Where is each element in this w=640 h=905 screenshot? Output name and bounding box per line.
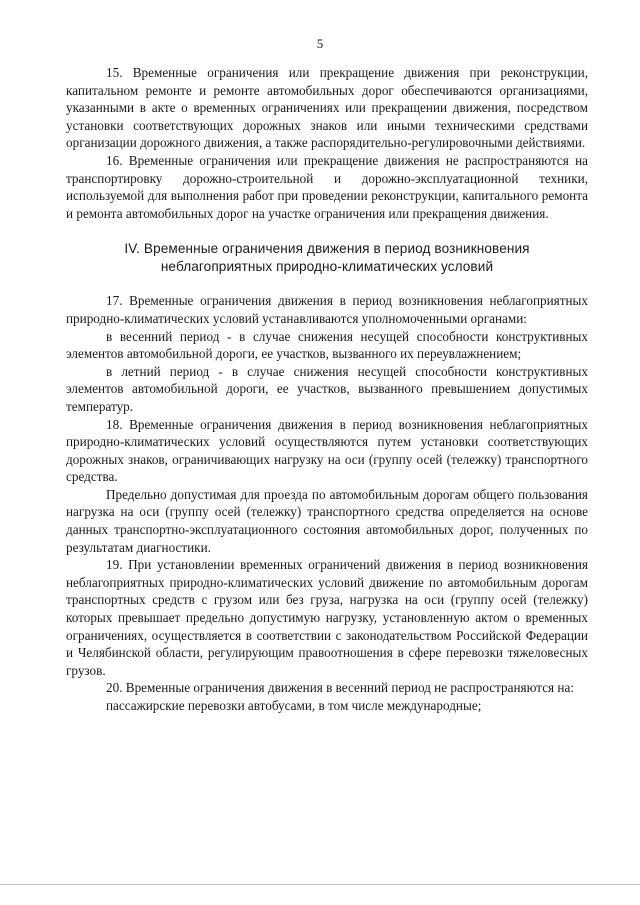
paragraph-17: 17. Временные ограничения движения в период возникновения неблагоприятных природно-климатических условий устанавливаются уполномоченными органами:: [66, 293, 588, 326]
section-heading-iv: [66, 240, 588, 276]
paragraph-20: 20. Временные ограничения движения в весенний период не распространяются на:: [106, 680, 574, 696]
paragraph-17-spring: в весенний период - в случае снижения несущей способности конструктивных элементов автомобильной дороги, ее участков, вызванного их переувлажнением;: [66, 328, 588, 362]
page-bottom-edge: [0, 884, 640, 885]
paragraph-15: 15. Временные ограничения или прекращение движения при реконструкции, капитальном ремонте и ремонте автомобильных дорог обеспечиваются организациями, указанными в акте о временных ограничениях или прекращении движения, посредством установки соответствующих дорожных знаков или иными техническими средствами организации дорожного движения, а также распорядительно-регулировочными действиями.: [66, 65, 588, 151]
section-heading-line-1: IV. Временные ограничения движения в период возникновения: [124, 241, 530, 257]
paragraph-18-limit: Предельно допустимая для проезда по автомобильным дорогам общего пользования нагрузка на оси (группу осей (тележку) транспортного средства определяется на основе данных транспортно-эксплуатационного состояния автомобильных дорог, полученных по результатам диагностики.: [66, 486, 588, 555]
paragraph-18: 18. Временные ограничения движения в период возникновения неблагоприятных природно-климатических условий осуществляются путем установки соответствующих дорожных знаков, ограничивающих нагрузку на оси (группу осей (тележку) транспортного средства.: [66, 416, 588, 485]
paragraph-17-summer: в летний период - в случае снижения несущей способности конструктивных элементов автомобильной дороги, ее участков, вызванного превышением допустимых температур.: [66, 363, 588, 414]
paragraph-19: 19. При установлении временных ограничений движения в период возникновения неблагоприятных природно-климатических условий движение по автомобильным дорогам транспортных средств с грузом или без груза, нагрузка на оси (группу осей (тележку) которых превышает предельно допустимую нагрузку, установленную актом о временных ограничениях, осуществляется в соответствии с законодательством Российской Федерации и Челябинской области, регулирующим правоотношения в сфере перевозки тяжеловесных грузов.: [66, 557, 588, 678]
document-body: [66, 64, 588, 715]
paragraph-20-item-buses: пассажирские перевозки автобусами, в том числе международные;: [106, 698, 482, 713]
section-heading-line-2: неблагоприятных природно-климатических условий: [160, 259, 494, 275]
paragraph-16: 16. Временные ограничения или прекращение движения не распространяются на транспортировку дорожно-строительной и дорожно-эксплуатационной техники, используемой для выполнения работ при проведении реконструкции, капитального ремонта и ремонта автомобильных дорог на участке ограничения или прекращения движения.: [66, 152, 588, 221]
page-number: 5: [316, 36, 324, 51]
